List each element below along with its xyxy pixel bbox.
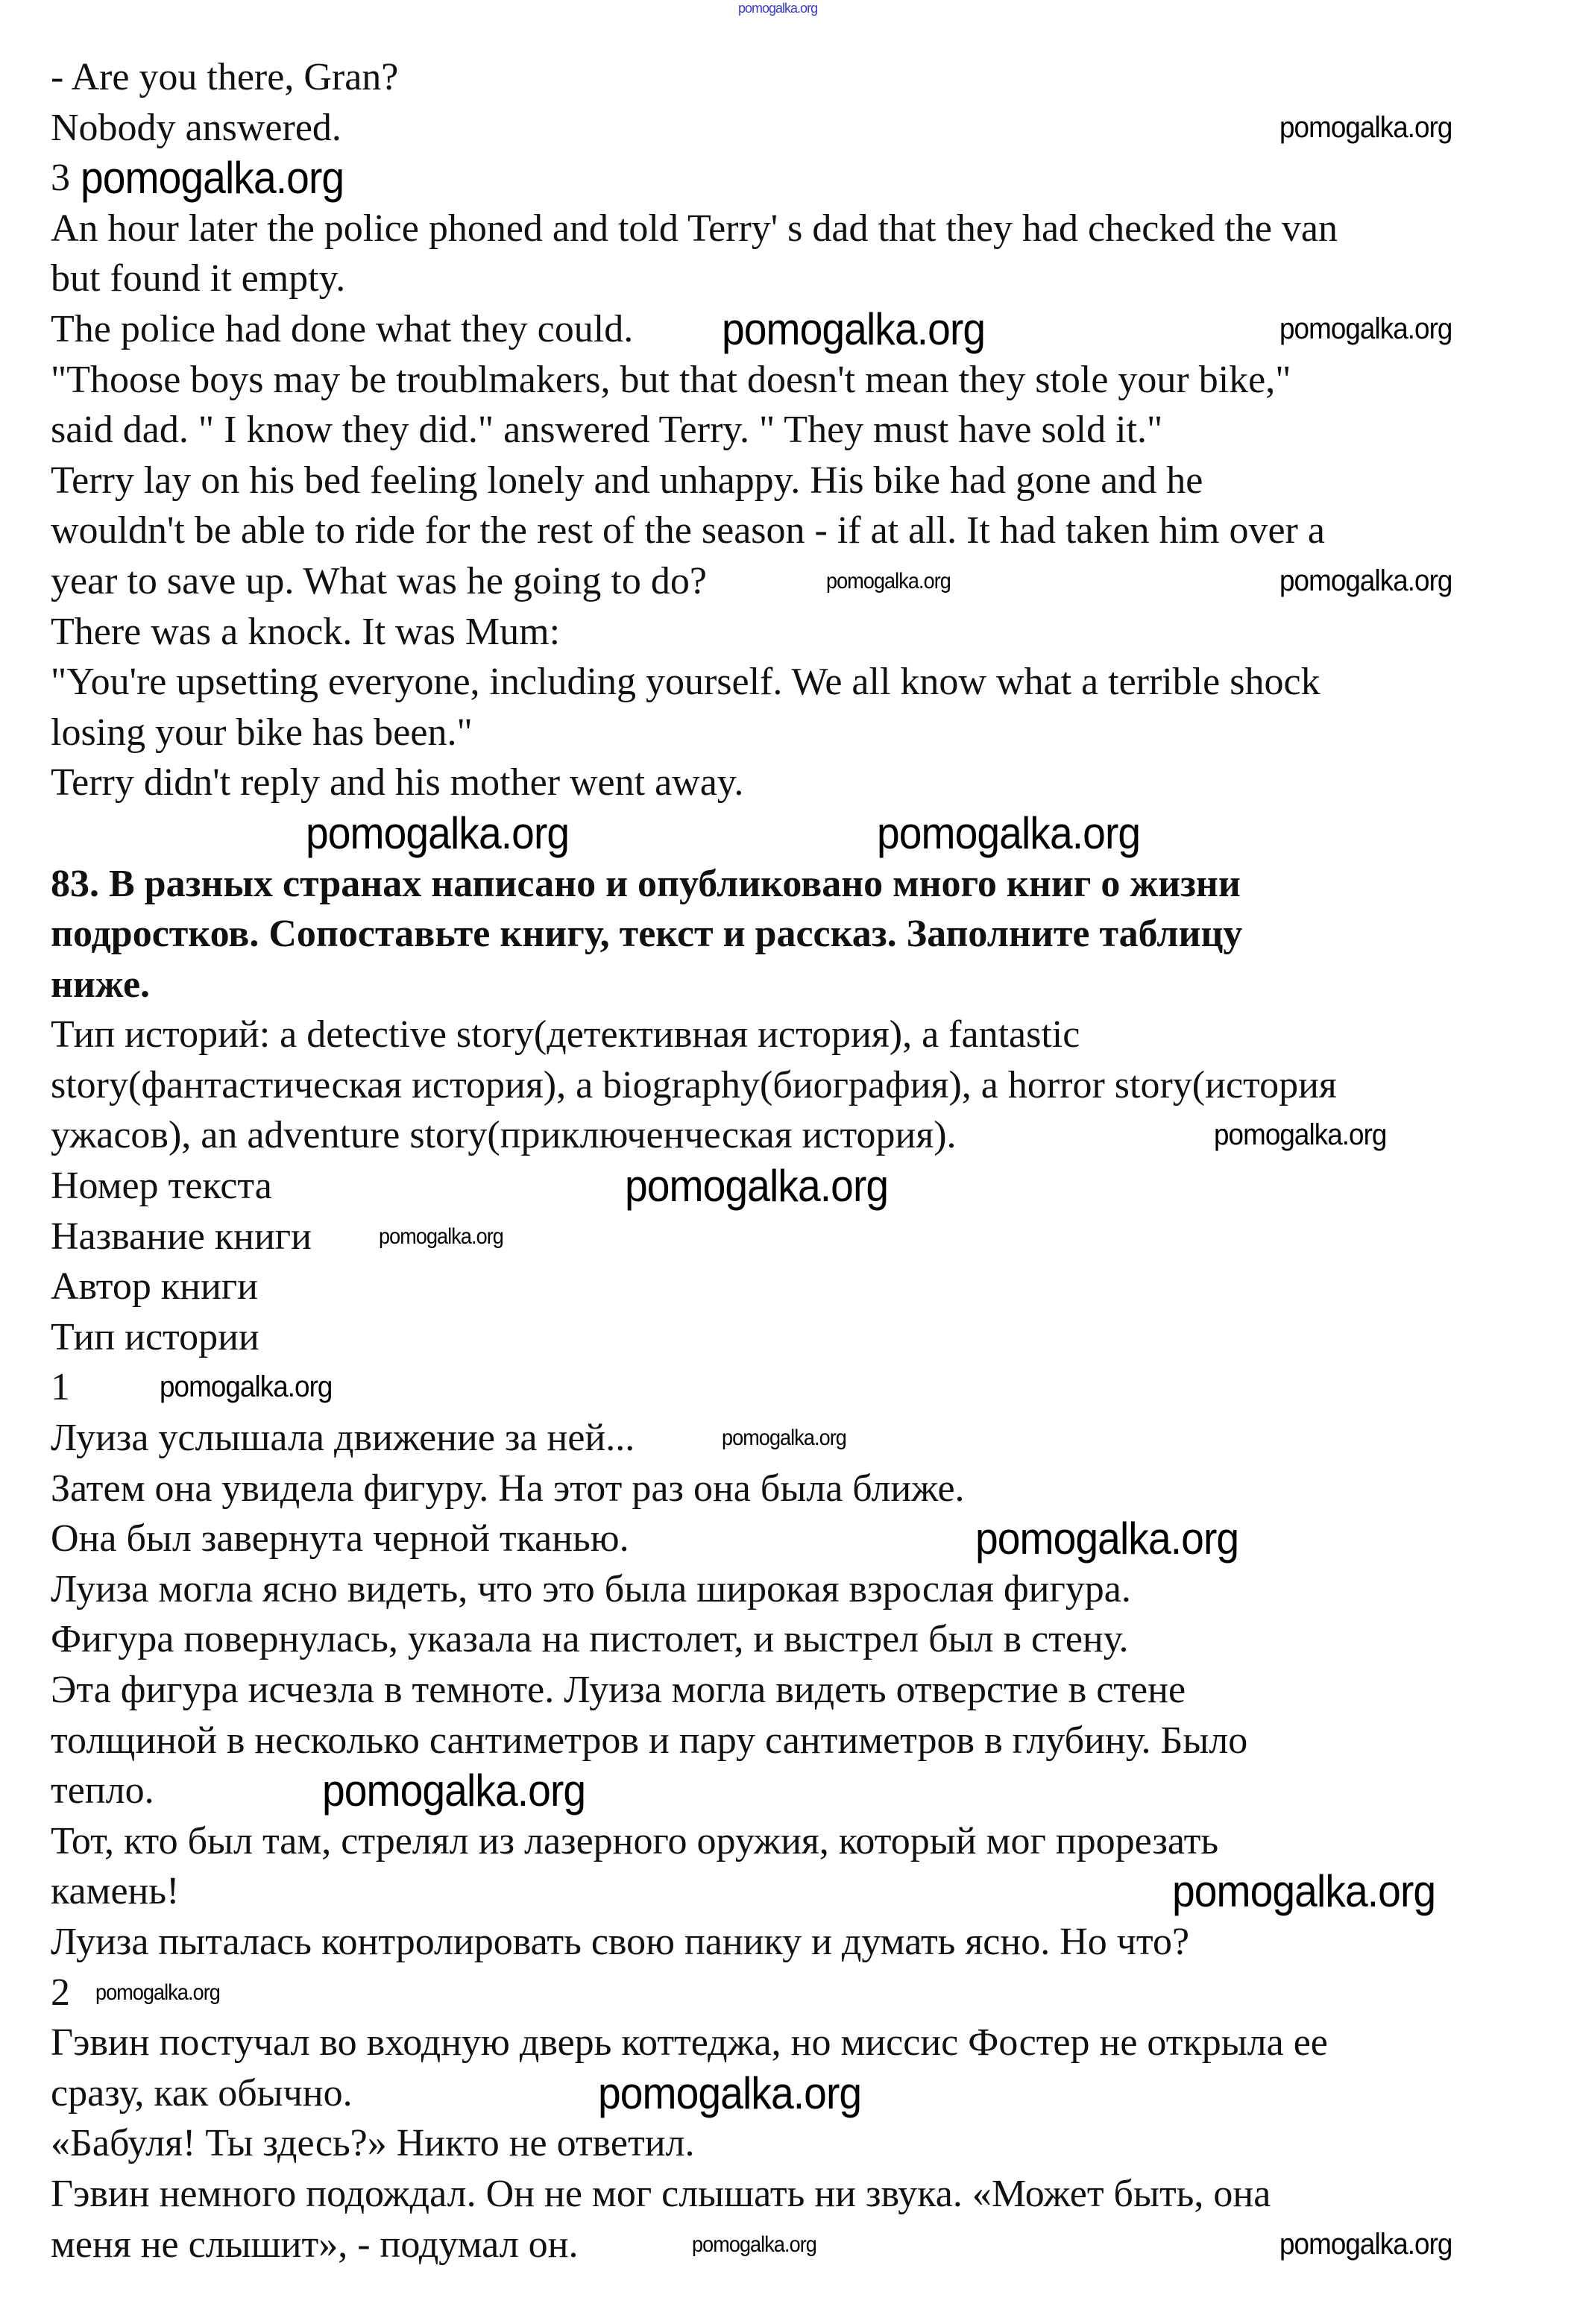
text-line bbox=[51, 405, 1534, 456]
text-line bbox=[51, 1161, 1534, 1212]
text-line bbox=[51, 758, 1534, 808]
text-line bbox=[51, 808, 1534, 859]
text-line bbox=[51, 1362, 1534, 1413]
text-line bbox=[51, 1262, 1534, 1312]
document-body bbox=[51, 52, 1534, 2270]
task-heading-line bbox=[51, 909, 1534, 960]
text-line bbox=[51, 1866, 1534, 1917]
line-text: Гэвин немного подождал. Он не мог слышать ни звука. «Может быть, она bbox=[51, 2172, 1271, 2215]
text-line bbox=[51, 1110, 1534, 1161]
line-text: ужасов), an adventure story(приключенческая история). bbox=[51, 1114, 957, 1157]
watermark: pomogalka.org bbox=[692, 2232, 816, 2257]
text-line bbox=[51, 2068, 1534, 2119]
line-text: Луиза пыталась контролировать свою панику и думать ясно. Но что? bbox=[51, 1920, 1190, 1963]
line-text: ниже. bbox=[51, 963, 151, 1006]
line-text: Она был завернута черной тканью. bbox=[51, 1517, 629, 1561]
watermark: pomogalka.org bbox=[306, 807, 570, 858]
text-line bbox=[51, 506, 1534, 556]
text-line bbox=[51, 708, 1534, 758]
line-text: There was a knock. It was Mum: bbox=[51, 610, 561, 653]
text-line bbox=[51, 153, 1534, 204]
text-line bbox=[51, 657, 1534, 708]
line-text: толщиной в несколько сантиметров и пару сантиметров в глубину. Было bbox=[51, 1719, 1248, 1762]
line-text: 83. В разных странах написано и опубликовано много книг о жизни bbox=[51, 862, 1241, 905]
text-line bbox=[51, 1716, 1534, 1766]
text-line bbox=[51, 2169, 1534, 2220]
text-line bbox=[51, 304, 1534, 355]
line-text: The police had done what they could. bbox=[51, 307, 634, 350]
line-text: Затем она увидела фигуру. На этот раз она была ближе. bbox=[51, 1467, 965, 1510]
line-text: меня не слышит», - подумал он. bbox=[51, 2223, 579, 2266]
watermark: pomogalka.org bbox=[598, 2068, 862, 2118]
line-text: камень! bbox=[51, 1870, 180, 1913]
text-line bbox=[51, 1060, 1534, 1111]
text-line bbox=[51, 1917, 1534, 1968]
line-text: An hour later the police phoned and told Terry' s dad that they had checked the van bbox=[51, 207, 1338, 250]
line-text: Nobody answered. bbox=[51, 106, 341, 149]
watermark: pomogalka.org bbox=[975, 1514, 1239, 1564]
task-heading-line bbox=[51, 960, 1534, 1010]
line-text: 3 bbox=[51, 157, 70, 200]
task-heading-line bbox=[51, 859, 1534, 910]
watermark: pomogalka.org bbox=[95, 1980, 220, 2005]
line-text: but found it empty. bbox=[51, 257, 346, 300]
line-text: Тип историй: a detective story(детективная история), a fantastic bbox=[51, 1013, 1080, 1056]
line-text: подростков. Сопоставьте книгу, текст и рассказ. Заполните таблицу bbox=[51, 913, 1243, 956]
line-text: "You're upsetting everyone, including yourself. We all know what a terrible shock bbox=[51, 661, 1320, 704]
text-line bbox=[51, 254, 1534, 304]
line-text: тепло. bbox=[51, 1769, 154, 1813]
text-line bbox=[51, 1614, 1534, 1665]
text-line bbox=[51, 103, 1534, 154]
text-line bbox=[51, 1212, 1534, 1262]
line-text: Terry didn't reply and his mother went away. bbox=[51, 761, 744, 804]
line-text: story(фантастическая история), a biography(биография), a horror story(история bbox=[51, 1063, 1337, 1106]
line-text: 1 bbox=[51, 1366, 70, 1409]
text-line bbox=[51, 1968, 1534, 2018]
text-line bbox=[51, 2118, 1534, 2169]
text-line bbox=[51, 607, 1534, 658]
watermark: pomogalka.org bbox=[81, 153, 344, 204]
watermark: pomogalka.org bbox=[1279, 110, 1452, 144]
watermark: pomogalka.org bbox=[877, 807, 1141, 858]
text-line bbox=[51, 2220, 1534, 2270]
watermark: pomogalka.org bbox=[1214, 1118, 1387, 1152]
text-line bbox=[51, 52, 1534, 103]
line-text: losing your bike has been." bbox=[51, 711, 473, 754]
watermark: pomogalka.org bbox=[826, 568, 951, 593]
line-text: Автор книги bbox=[51, 1265, 258, 1309]
watermark: pomogalka.org bbox=[322, 1766, 586, 1816]
watermark: pomogalka.org bbox=[722, 303, 986, 354]
text-line bbox=[51, 1514, 1534, 1564]
line-text: - Are you there, Gran? bbox=[51, 56, 399, 98]
line-text: 2 bbox=[51, 1971, 70, 2014]
line-text: сразу, как обычно. bbox=[51, 2071, 353, 2114]
line-text: year to save up. What was he going to do? bbox=[51, 559, 707, 602]
line-text: Луиза могла ясно видеть, что это была широкая взрослая фигура. bbox=[51, 1567, 1131, 1610]
line-text: Тип истории bbox=[51, 1315, 259, 1358]
line-text: Тот, кто был там, стрелял из лазерного оружия, который мог прорезать bbox=[51, 1819, 1219, 1862]
line-text: «Бабуля! Ты здесь?» Никто не ответил. bbox=[51, 2122, 695, 2165]
watermark: pomogalka.org bbox=[160, 1370, 333, 1404]
text-line bbox=[51, 1766, 1534, 1816]
text-line bbox=[51, 1464, 1534, 1514]
line-text: Фигура повернулась, указала на пистолет, и выстрел был в стену. bbox=[51, 1618, 1129, 1661]
line-text: Terry lay on his bed feeling lonely and unhappy. His bike had gone and he bbox=[51, 459, 1203, 502]
watermark: pomogalka.org bbox=[1279, 564, 1452, 597]
watermark: pomogalka.org bbox=[1279, 2227, 1452, 2261]
line-text: wouldn't be able to ride for the rest of the season - if at all. It had taken him over a bbox=[51, 509, 1325, 552]
watermark: pomogalka.org bbox=[379, 1224, 503, 1249]
watermark: pomogalka.org bbox=[1172, 1866, 1436, 1917]
text-line bbox=[51, 456, 1534, 506]
text-line bbox=[51, 1413, 1534, 1464]
text-line bbox=[51, 1665, 1534, 1716]
line-text: "Thoose boys may be troublmakers, but that doesn't mean they stole your bike," bbox=[51, 358, 1291, 401]
text-line bbox=[51, 1816, 1534, 1867]
text-line bbox=[51, 204, 1534, 254]
line-text: Название книги bbox=[51, 1215, 312, 1258]
text-line bbox=[51, 1312, 1534, 1363]
text-line bbox=[51, 355, 1534, 406]
text-line bbox=[51, 556, 1534, 607]
line-text: Эта фигура исчезла в темноте. Луиза могла видеть отверстие в стене bbox=[51, 1669, 1186, 1711]
text-line bbox=[51, 1010, 1534, 1060]
line-text: Луиза услышала движение за ней... bbox=[51, 1417, 635, 1460]
line-text: Гэвин постучал во входную дверь коттеджа, но миссис Фостер не открыла ее bbox=[51, 2021, 1328, 2065]
text-line bbox=[51, 2018, 1534, 2068]
watermark: pomogalka.org bbox=[625, 1161, 889, 1212]
line-text: Номер текста bbox=[51, 1165, 272, 1208]
watermark-header: pomogalka.org bbox=[738, 1, 818, 16]
line-text: said dad. " I know they did." answered Terry. " They must have sold it." bbox=[51, 409, 1163, 452]
watermark: pomogalka.org bbox=[722, 1426, 846, 1451]
text-line bbox=[51, 1564, 1534, 1615]
watermark: pomogalka.org bbox=[1279, 312, 1452, 345]
